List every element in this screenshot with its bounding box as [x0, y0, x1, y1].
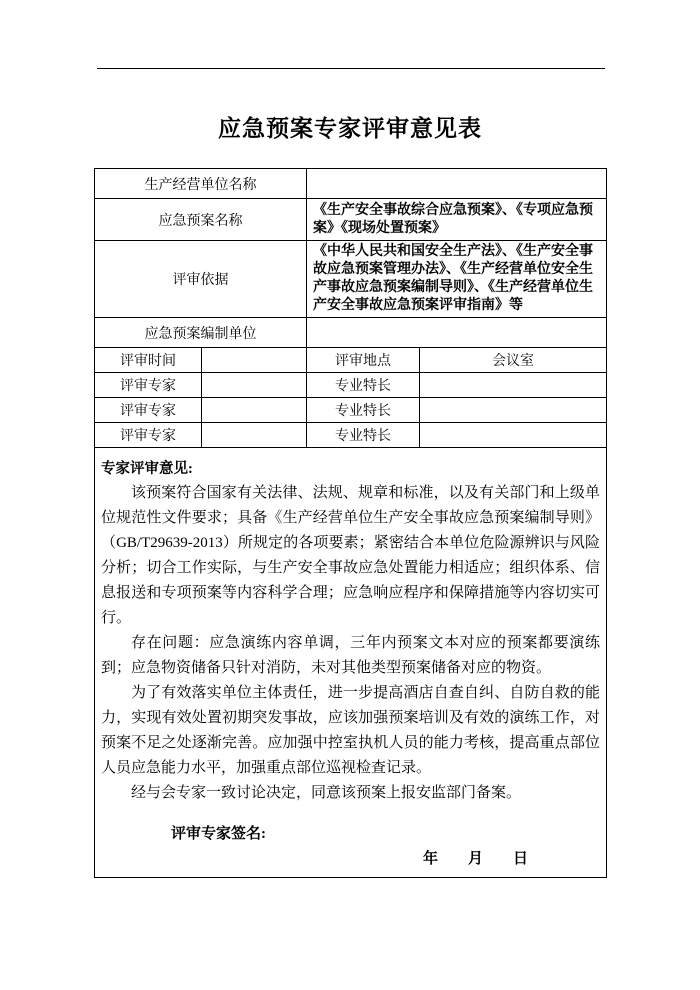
expert-name-value: [202, 398, 307, 423]
review-time-value: [202, 348, 307, 373]
review-place-label: 评审地点: [307, 348, 420, 373]
table-row-expert-2: [95, 398, 607, 423]
date-line: 年 月 日: [423, 851, 529, 867]
table-row-review-basis: [95, 241, 607, 318]
expert-name-label: 评审专家: [95, 373, 202, 398]
review-place-value: 会议室: [420, 348, 607, 373]
expert-name-value: [202, 423, 307, 448]
compiling-unit-value: [307, 318, 607, 348]
table-row-schedule: [95, 348, 607, 373]
plan-name-label: 应急预案名称: [95, 199, 307, 241]
expert-skill-value: [420, 373, 607, 398]
signature-label: 评审专家签名:: [171, 826, 266, 842]
unit-name-label: 生产经营单位名称: [95, 169, 307, 199]
opinion-paragraph: 经与会专家一致讨论决定，同意该预案上报安监部门备案。: [131, 785, 522, 801]
unit-name-value: [307, 169, 607, 199]
opinion-paragraph: 存在问题：应急演练内容单调，三年内预案文本对应的预案都要演练到；应急物资储备只针对消防，未对其他类型预案储备对应的物资。: [101, 635, 600, 676]
document-title: 应急预案专家评审意见表: [218, 116, 482, 141]
review-basis-value: 《中华人民共和国安全生产法》、《生产安全事故应急预案管理办法》、《生产经营单位安全生产事故应急预案编制导则》、《生产经营单位生产安全事故应急预案评审指南》等: [307, 241, 607, 318]
opinion-paragraph: 该预案符合国家有关法律、法规、规章和标准，以及有关部门和上级单位规范性文件要求；具备《生产经营单位生产安全事故应急预案编制导则》（GB/T29639-2013）所规定的各项要素；紧密结合本单位危险源辨识与风险分析；切合工作实际，与生产安全事故应急处置能力相适应；组织体系、信息报送和专项预案等内容科学合理；应急响应程序和保障措施等内容切实可行。: [101, 485, 600, 626]
review-basis-label: 评审依据: [95, 241, 307, 318]
review-time-label: 评审时间: [95, 348, 202, 373]
expert-skill-label: 专业特长: [307, 423, 420, 448]
table-row-unit-name: [95, 169, 607, 199]
table-row-expert-1: [95, 373, 607, 398]
review-form-table: [94, 168, 607, 878]
expert-skill-value: [420, 398, 607, 423]
opinion-heading: 专家评审意见:: [101, 461, 193, 477]
compiling-unit-label: 应急预案编制单位: [95, 318, 307, 348]
expert-skill-label: 专业特长: [307, 373, 420, 398]
expert-name-label: 评审专家: [95, 423, 202, 448]
header-rule: [97, 68, 605, 69]
expert-name-value: [202, 373, 307, 398]
plan-name-value: 《生产安全事故综合应急预案》、《专项应急预案》《现场处置预案》: [307, 199, 607, 241]
table-row-opinion: [95, 448, 607, 878]
expert-skill-label: 专业特长: [307, 398, 420, 423]
table-row-expert-3: [95, 423, 607, 448]
opinion-paragraph: 为了有效落实单位主体责任，进一步提高酒店自查自纠、自防自救的能力，实现有效处置初期突发事故，应该加强预案培训及有效的演练工作，对预案不足之处逐渐完善。应加强中控室执机人员的能力考核，提高重点部位人员应急能力水平，加强重点部位巡视检查记录。: [101, 685, 600, 776]
table-row-compiling-unit: [95, 318, 607, 348]
expert-opinion-cell: [95, 448, 607, 878]
expert-skill-value: [420, 423, 607, 448]
expert-name-label: 评审专家: [95, 398, 202, 423]
table-row-plan-name: [95, 199, 607, 241]
